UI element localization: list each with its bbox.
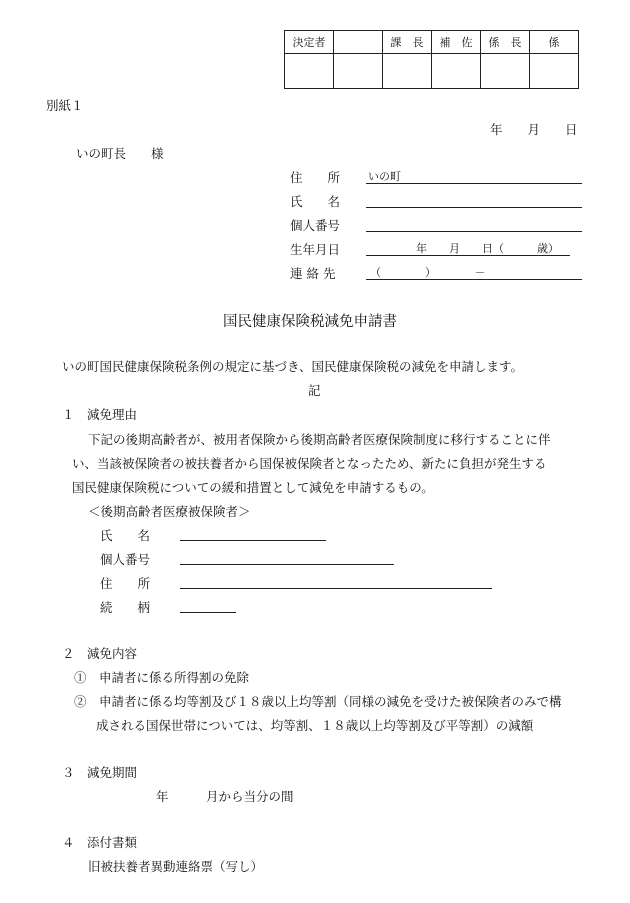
stamp-header-blank [334, 31, 383, 54]
stamp-box-decider[interactable] [285, 54, 334, 89]
applicant-contact-value[interactable]: （ ） － [370, 266, 486, 279]
section2-item2-line1: ② 申請者に係る均等割及び１８歳以上均等割（同様の減免を受けた被保険者のみで構 [74, 694, 562, 709]
applicant-address-line [366, 183, 582, 184]
stamp-header-section-chief: 課 長 [383, 31, 432, 54]
stamp-box-blank[interactable] [334, 54, 383, 89]
approval-stamp-table [284, 30, 579, 89]
stamp-box-staff[interactable] [530, 54, 579, 89]
stamp-header-assistant: 補 佐 [432, 31, 481, 54]
addressee: いの町長 様 [76, 146, 164, 161]
applicant-personal-number-label: 個人番号 [290, 218, 341, 233]
applicant-contact-line [366, 279, 582, 280]
attachment-label: 別紙１ [46, 98, 84, 113]
intro-text: いの町国民健康保険税条例の規定に基づき、国民健康保険税の減免を申請します。 [62, 359, 524, 374]
insured-personal-number-label: 個人番号 [100, 552, 151, 567]
applicant-address-value[interactable]: いの町 [368, 170, 401, 183]
applicant-birthdate-value[interactable]: 年 月 日（ 歳） [416, 242, 559, 255]
stamp-header-subsection-chief: 係 長 [481, 31, 530, 54]
stamp-box-section-chief[interactable] [383, 54, 432, 89]
applicant-contact-label: 連 絡 先 [290, 266, 336, 281]
section3-heading: ３ 減免期間 [62, 765, 138, 780]
section1-body-line2: い、当該被保険者の被扶養者から国保被保険者となったため、新たに負担が発生する [72, 456, 547, 471]
section1-heading: １ 減免理由 [62, 407, 138, 422]
insured-name-label: 氏 名 [100, 528, 151, 543]
date-line[interactable]: 年 月 日 [490, 122, 578, 137]
applicant-name-field[interactable] [366, 207, 582, 208]
applicant-name-label: 氏 名 [290, 194, 341, 209]
section4-body: 旧被扶養者異動連絡票（写し） [88, 859, 264, 874]
document-title: 国民健康保険税減免申請書 [223, 314, 397, 330]
section3-body[interactable]: 年 月から当分の間 [156, 789, 294, 804]
stamp-header-staff: 係 [530, 31, 579, 54]
ki-marker: 記 [308, 383, 321, 398]
insured-personal-number-field[interactable] [180, 564, 394, 565]
section2-heading: ２ 減免内容 [62, 646, 138, 661]
section1-body-line1: 下記の後期高齢者が、被用者保険から後期高齢者医療保険制度に移行することに伴 [88, 432, 551, 447]
section2-item1: ① 申請者に係る所得割の免除 [74, 670, 250, 685]
section1-subheading: ＜後期高齢者医療被保険者＞ [88, 504, 251, 519]
insured-relation-field[interactable] [180, 612, 236, 613]
insured-address-label: 住 所 [100, 576, 151, 591]
insured-name-field[interactable] [180, 540, 326, 541]
insured-address-field[interactable] [180, 588, 492, 589]
section1-body-line3: 国民健康保険税についての緩和措置として減免を申請するもの。 [72, 480, 434, 495]
applicant-personal-number-field[interactable] [366, 231, 582, 232]
applicant-birthdate-label: 生年月日 [290, 242, 341, 257]
applicant-address-label: 住 所 [290, 170, 341, 185]
insured-relation-label: 続 柄 [100, 600, 151, 615]
stamp-header-decider: 決定者 [285, 31, 334, 54]
applicant-birthdate-line [366, 255, 570, 256]
stamp-box-subsection-chief[interactable] [481, 54, 530, 89]
section4-heading: ４ 添付書類 [62, 835, 138, 850]
stamp-box-assistant[interactable] [432, 54, 481, 89]
section2-item2-line2: 成される国保世帯については、均等割、１８歳以上均等割及び平等割）の減額 [96, 718, 534, 733]
